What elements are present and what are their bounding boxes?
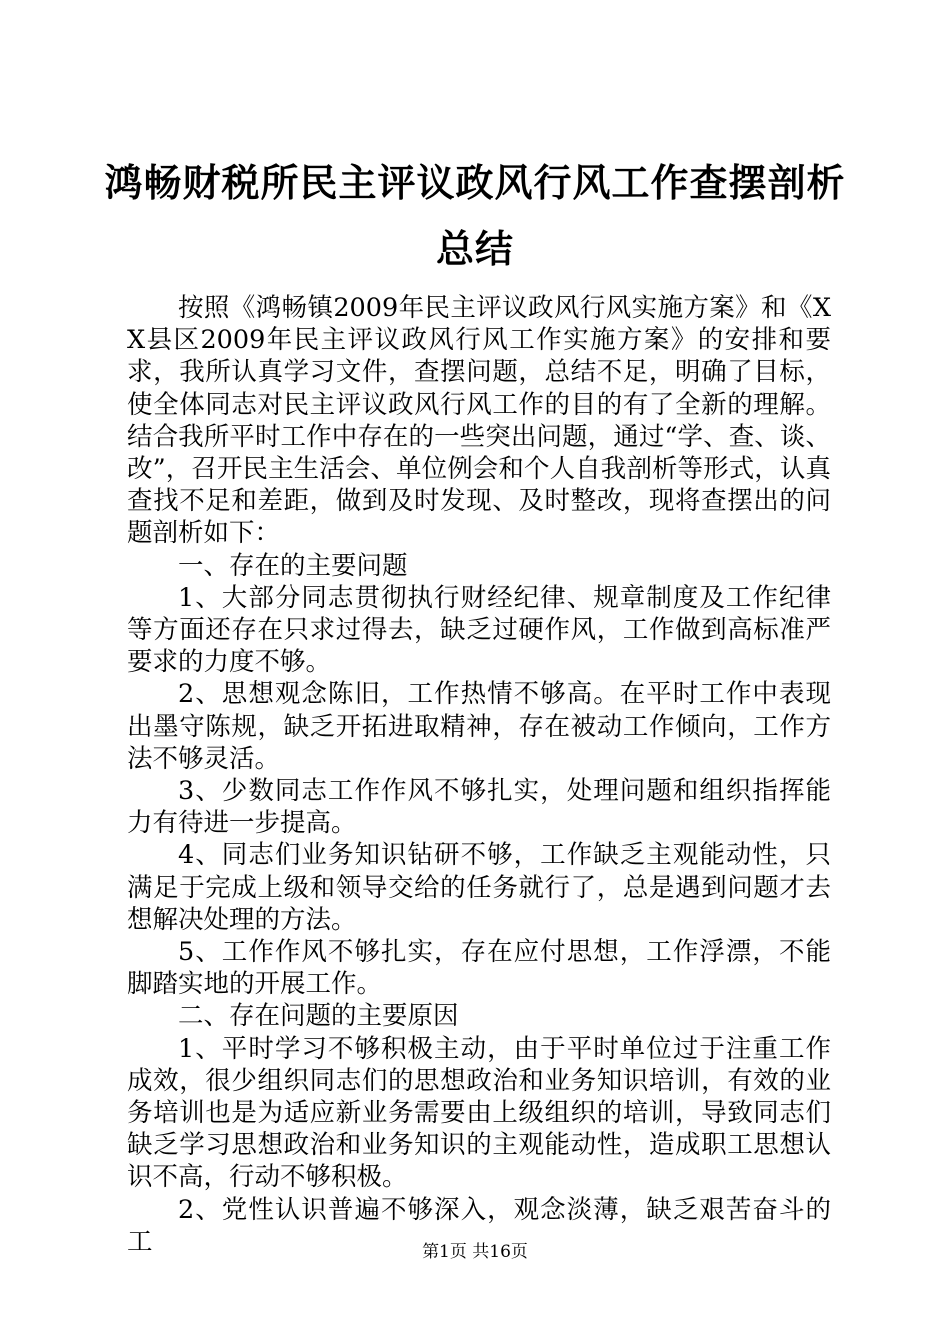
list-item: 2、思想观念陈旧，工作热情不够高。在平时工作中表现出墨守陈规，缺乏开拓进取精神，存在被动工作倾向，工作方法不够灵活。: [127, 679, 831, 774]
document-body: [127, 292, 831, 1258]
document-title: 鸿畅财税所民主评议政风行风工作查摆剖析总结: [104, 161, 846, 271]
intro-paragraph: 按照《鸿畅镇2009年民主评议政风行风实施方案》和《XX县区2009年民主评议政风行风工作实施方案》的安排和要求，我所认真学习文件，查摆问题，总结不足，明确了目标，使全体同志对民主评议政风行风工作的目的有了全新的理解。结合我所平时工作中存在的一些突出问题，通过“学、查、谈、改”，召开民主生活会、单位例会和个人自我剖析等形式，认真查找不足和差距，做到及时发现、及时整改，现将查摆出的问题剖析如下：: [127, 293, 831, 549]
list-item: 2、党性认识普遍不够深入，观念淡薄，缺乏艰苦奋斗的工: [127, 1194, 831, 1257]
list-item: 5、工作作风不够扎实，存在应付思想，工作浮漂，不能脚踏实地的开展工作。: [127, 937, 831, 1000]
list-item: 1、大部分同志贯彻执行财经纪律、规章制度及工作纪律等方面还存在只求过得去，缺乏过硬作风，工作做到高标准严要求的力度不够。: [127, 582, 831, 678]
section-heading: 二、存在问题的主要原因: [178, 1001, 459, 1032]
section-heading: 一、存在的主要问题: [178, 550, 408, 581]
page-number-footer: 第1页 共16页: [422, 1242, 528, 1262]
list-item: 1、平时学习不够积极主动，由于平时单位过于注重工作成效，很少组织同志们的思想政治和业务知识培训，有效的业务培训也是为适应新业务需要由上级组织的培训，导致同志们缺乏学习思想政治和业务知识的主观能动性，造成职工思想认识不高，行动不够积极。: [127, 1033, 831, 1193]
list-item: 3、少数同志工作作风不够扎实，处理问题和组织指挥能力有待进一步提高。: [127, 776, 831, 839]
list-item: 4、同志们业务知识钻研不够，工作缺乏主观能动性，只满足于完成上级和领导交给的任务就行了，总是遇到问题才去想解决处理的方法。: [127, 840, 831, 935]
